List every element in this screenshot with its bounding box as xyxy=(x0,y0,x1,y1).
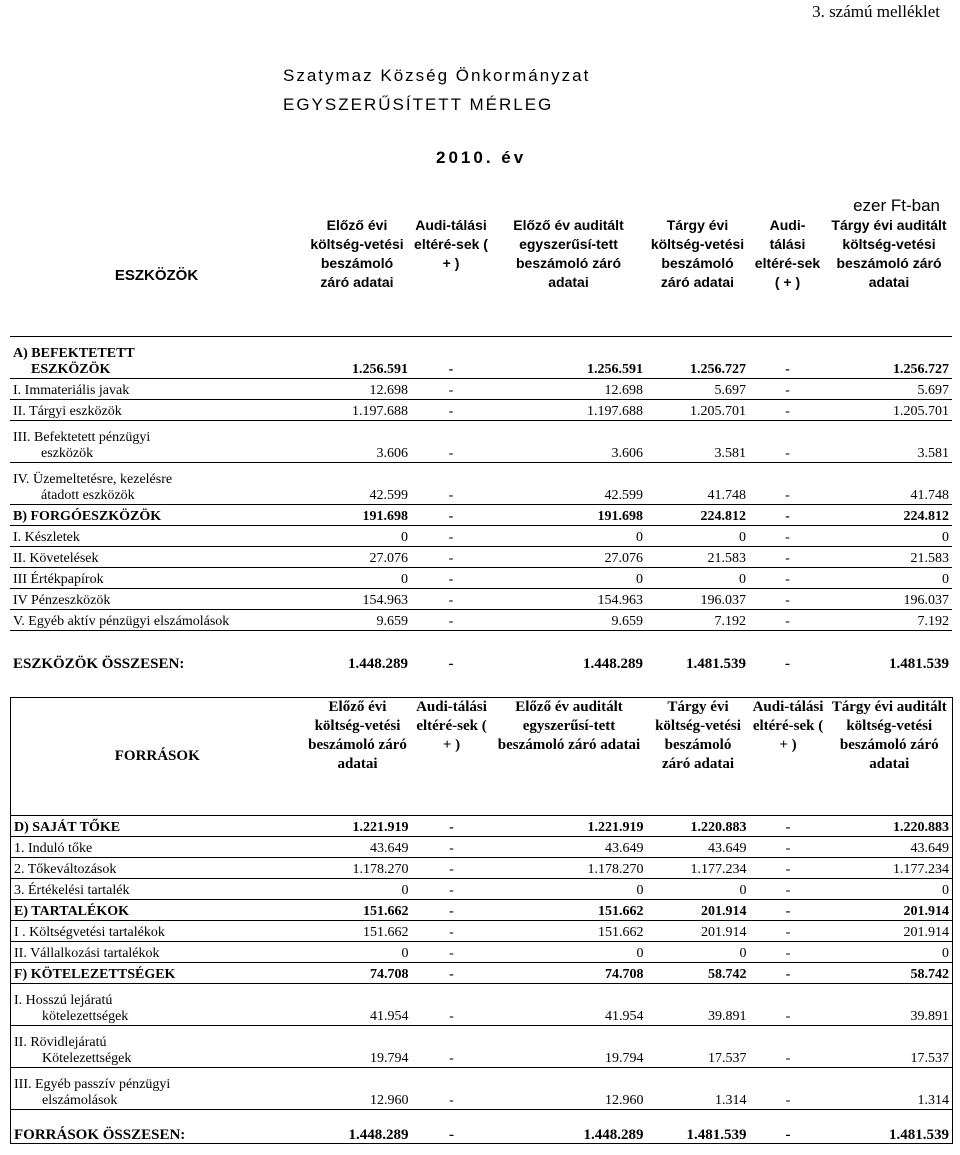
cell-col4: 196.037 xyxy=(700,592,746,608)
unit-label: ezer Ft-ban xyxy=(853,196,940,215)
cell-col1: 191.698 xyxy=(362,508,408,524)
cell-col5: - xyxy=(785,883,791,898)
doc-title: EGYSZERŰSÍTETT MÉRLEG xyxy=(283,95,554,114)
cell-col6: 1.205.701 xyxy=(893,403,949,419)
cell-col1: 0 xyxy=(401,883,409,898)
row-label-line1: II. Rövidlejáratú xyxy=(14,1035,107,1050)
cell-col5: - xyxy=(785,361,790,377)
cell-col5: - xyxy=(785,1051,791,1066)
sources-row xyxy=(11,1026,953,1068)
row-label-line1: A) BEFEKTETETT xyxy=(13,345,135,361)
cell-col4: 21.583 xyxy=(707,550,746,566)
cell-col3: 0 xyxy=(636,529,643,545)
cell-col1: 43.649 xyxy=(370,841,409,856)
row-label-line1: IV. Üzemeltetésre, kezelésre xyxy=(13,471,173,487)
cell-col6: 1.256.727 xyxy=(893,361,949,377)
cell-col6: 196.037 xyxy=(903,592,949,608)
cell-col4: 1.177.234 xyxy=(690,862,747,877)
cell-col4: 1.256.727 xyxy=(690,361,746,377)
cell-col6: 1.177.234 xyxy=(893,862,949,877)
sources-header: FORRÁSOK xyxy=(114,748,200,764)
row-label xyxy=(11,1068,304,1110)
cell-col6: 21.583 xyxy=(910,550,949,566)
cell-col1: 154.963 xyxy=(362,592,408,608)
cell-col4: 0 xyxy=(739,571,746,587)
cell-col2: - xyxy=(449,820,454,835)
cell-col2: - xyxy=(448,592,454,608)
cell-col2: - xyxy=(448,529,454,545)
row-label: I. Immateriális javak xyxy=(13,382,130,398)
cell-col4: 1.205.701 xyxy=(690,403,746,419)
cell-col4: 43.649 xyxy=(708,841,747,856)
cell-col6: 0 xyxy=(942,571,949,587)
cell-col5: - xyxy=(785,946,791,961)
cell-col5: - xyxy=(785,925,791,940)
assets-total-row xyxy=(10,650,952,672)
cell-col4: 201.914 xyxy=(701,904,747,919)
cell-col4: 224.812 xyxy=(700,508,746,524)
cell-col5: - xyxy=(785,382,790,398)
cell-col5: - xyxy=(785,904,791,919)
cell-col2: - xyxy=(448,403,454,419)
row-label: B) FORGÓESZKÖZÖK xyxy=(13,508,162,524)
assets-row xyxy=(10,567,952,588)
row-label-line2: kötelezettségek xyxy=(42,1009,129,1024)
cell-col2: - xyxy=(448,508,454,524)
row-label xyxy=(10,462,303,504)
cell-col5: - xyxy=(785,820,791,835)
row-label-line1: III. Egyéb passzív pénzügyi xyxy=(14,1077,171,1092)
row-label xyxy=(10,420,303,462)
cell-col3: 41.954 xyxy=(605,1009,644,1024)
cell-col1: 0 xyxy=(401,529,408,545)
cell-col3: 1.221.919 xyxy=(587,820,644,835)
cell-col3: 43.649 xyxy=(605,841,644,856)
cell-col1: 0 xyxy=(401,946,409,961)
assets-row xyxy=(10,399,952,420)
cell-col6: 201.914 xyxy=(903,904,949,919)
col-prev-budget: Előző évi költség-vetési beszámoló záró adatai xyxy=(308,699,407,772)
row-label: D) SAJÁT TŐKE xyxy=(14,820,121,835)
cell-col3: 0 xyxy=(636,946,644,961)
cell-col1: 1.221.919 xyxy=(352,820,409,835)
row-label: III Értékpapírok xyxy=(13,571,104,587)
row-label: F) KÖTELEZETTSÉGEK xyxy=(14,967,176,982)
cell-col6: 41.748 xyxy=(910,487,949,503)
cell-col3: 42.599 xyxy=(604,487,643,503)
cell-col6: 3.581 xyxy=(917,445,949,461)
cell-col2: - xyxy=(449,925,454,940)
cell-col5: - xyxy=(785,967,791,982)
sources-row xyxy=(11,900,953,921)
cell-col2: - xyxy=(449,862,454,877)
total-col1: 1.448.289 xyxy=(348,656,408,672)
cell-col1: 9.659 xyxy=(376,613,408,629)
cell-col6: 39.891 xyxy=(910,1009,949,1024)
row-label-line1: III. Befektetett pénzügyi xyxy=(13,429,151,445)
cell-col3: 1.197.688 xyxy=(587,403,643,419)
cell-col1: 1.178.270 xyxy=(352,862,409,877)
cell-col5: - xyxy=(785,508,790,524)
row-label-line2: átadott eszközök xyxy=(41,487,135,503)
cell-col3: 12.698 xyxy=(604,382,643,398)
cell-col2: - xyxy=(449,1009,454,1024)
cell-col1: 12.698 xyxy=(369,382,408,398)
cell-col3: 74.708 xyxy=(605,967,644,982)
col-curr-audited: Tárgy évi auditált költség-vetési beszámoló záró adatai xyxy=(831,217,947,290)
row-label: II. Vállalkozási tartalékok xyxy=(14,946,160,961)
cell-col6: 5.697 xyxy=(917,382,949,398)
cell-col3: 1.178.270 xyxy=(587,862,644,877)
sources-row xyxy=(11,816,953,837)
row-label: II. Követelések xyxy=(13,550,99,566)
cell-col1: 0 xyxy=(401,571,408,587)
cell-col5: - xyxy=(785,550,790,566)
col-prev-audited: Előző év auditált egyszerűsí-tett beszámoló záró adatai xyxy=(513,217,624,290)
cell-col6: 17.537 xyxy=(910,1051,949,1066)
assets-row xyxy=(10,609,952,630)
row-label: IV Pénzeszközök xyxy=(13,592,111,608)
assets-row xyxy=(10,378,952,399)
row-label xyxy=(10,336,303,378)
assets-row xyxy=(10,462,952,504)
cell-col5: - xyxy=(785,1093,791,1108)
cell-col2: - xyxy=(448,571,454,587)
total-label: ESZKÖZÖK ÖSSZESEN: xyxy=(13,656,185,672)
cell-col3: 0 xyxy=(636,571,643,587)
cell-col4: 1.220.883 xyxy=(690,820,747,835)
assets-row xyxy=(10,525,952,546)
cell-col2: - xyxy=(449,904,454,919)
cell-col3: 151.662 xyxy=(598,925,644,940)
assets-row xyxy=(10,336,952,378)
cell-col2: - xyxy=(449,1093,454,1108)
cell-col4: 3.581 xyxy=(714,445,746,461)
cell-col6: 58.742 xyxy=(910,967,949,982)
cell-col1: 1.256.591 xyxy=(352,361,408,377)
cell-col5: - xyxy=(785,529,790,545)
total-col2: - xyxy=(449,1127,454,1143)
cell-col2: - xyxy=(448,361,454,377)
cell-col3: 154.963 xyxy=(597,592,643,608)
col-curr-budget: Tárgy évi költség-vetési beszámoló záró adatai xyxy=(650,217,745,290)
cell-col5: - xyxy=(785,445,790,461)
cell-col2: - xyxy=(449,967,454,982)
sources-row xyxy=(11,984,953,1026)
row-label xyxy=(11,1026,304,1068)
cell-col1: 27.076 xyxy=(369,550,408,566)
sources-row xyxy=(11,1068,953,1110)
cell-col1: 1.197.688 xyxy=(352,403,408,419)
total-col4: 1.481.539 xyxy=(686,1127,747,1143)
total-col3: 1.448.289 xyxy=(583,1127,644,1143)
annex-label: 3. számú melléklet xyxy=(812,2,940,21)
cell-col2: - xyxy=(448,613,454,629)
cell-col2: - xyxy=(449,1051,454,1066)
row-label: E) TARTALÉKOK xyxy=(14,904,130,919)
cell-col5: - xyxy=(785,613,790,629)
cell-col4: 201.914 xyxy=(701,925,747,940)
cell-col4: 1.314 xyxy=(715,1093,747,1108)
row-label-line1: I. Hosszú lejáratú xyxy=(14,993,113,1008)
year-title: 2010. év xyxy=(436,148,527,167)
col-audit-diff-curr: Audi-tálási eltéré-sek ( + ) xyxy=(754,217,821,290)
cell-col5: - xyxy=(785,841,791,856)
cell-col2: - xyxy=(448,382,454,398)
cell-col6: 201.914 xyxy=(903,925,949,940)
col-audit-diff-prev: Audi-tálási eltéré-sek ( + ) xyxy=(414,217,488,271)
cell-col1: 3.606 xyxy=(376,445,408,461)
cell-col3: 0 xyxy=(636,883,644,898)
cell-col4: 41.748 xyxy=(707,487,746,503)
cell-col4: 0 xyxy=(739,946,747,961)
cell-col2: - xyxy=(448,487,454,503)
sources-row xyxy=(11,921,953,942)
spacer-row xyxy=(10,630,952,650)
cell-col3: 19.794 xyxy=(605,1051,644,1066)
row-label-line2: ESZKÖZÖK xyxy=(31,361,111,377)
cell-col3: 191.698 xyxy=(597,508,643,524)
cell-col4: 0 xyxy=(739,883,747,898)
cell-col2: - xyxy=(448,550,454,566)
cell-col5: - xyxy=(785,403,790,419)
row-label-line2: eszközök xyxy=(41,445,94,461)
assets-row xyxy=(10,504,952,525)
cell-col6: 0 xyxy=(942,946,949,961)
cell-col5: - xyxy=(785,1009,791,1024)
col-prev-budget: Előző évi költség-vetési beszámoló záró adatai xyxy=(310,217,404,290)
cell-col4: 39.891 xyxy=(708,1009,747,1024)
cell-col2: - xyxy=(449,841,454,856)
cell-col6: 0 xyxy=(942,529,949,545)
row-label-line2: Kötelezettségek xyxy=(42,1051,132,1066)
total-col4: 1.481.539 xyxy=(686,656,746,672)
cell-col1: 12.960 xyxy=(370,1093,409,1108)
cell-col4: 5.697 xyxy=(714,382,746,398)
org-title: Szatymaz Község Önkormányzat xyxy=(283,66,591,85)
total-col3: 1.448.289 xyxy=(583,656,643,672)
sources-row xyxy=(11,858,953,879)
cell-col3: 27.076 xyxy=(604,550,643,566)
cell-col1: 74.708 xyxy=(370,967,409,982)
cell-col6: 43.649 xyxy=(910,841,949,856)
cell-col5: - xyxy=(785,571,790,587)
total-col2: - xyxy=(448,656,454,672)
cell-col5: - xyxy=(785,487,790,503)
cell-col4: 0 xyxy=(739,529,746,545)
cell-col3: 12.960 xyxy=(605,1093,644,1108)
total-col6: 1.481.539 xyxy=(889,656,949,672)
cell-col2: - xyxy=(449,883,454,898)
cell-col3: 1.256.591 xyxy=(587,361,643,377)
col-curr-budget: Tárgy évi költség-vetési beszámoló záró adatai xyxy=(655,699,741,772)
row-label xyxy=(11,984,304,1026)
cell-col2: - xyxy=(449,946,454,961)
sources-row xyxy=(11,879,953,900)
assets-row xyxy=(10,546,952,567)
total-col5: - xyxy=(785,1127,791,1143)
col-audit-diff-prev: Audi-tálási eltéré-sek ( + ) xyxy=(416,699,487,753)
assets-table xyxy=(10,216,952,672)
cell-col2: - xyxy=(448,445,454,461)
sources-row xyxy=(11,942,953,963)
assets-header: ESZKÖZÖK xyxy=(114,267,199,285)
cell-col4: 17.537 xyxy=(708,1051,747,1066)
row-label: 1. Induló tőke xyxy=(14,841,93,856)
total-label: FORRÁSOK ÖSSZESEN: xyxy=(14,1127,186,1143)
sources-row xyxy=(11,837,953,858)
cell-col4: 58.742 xyxy=(708,967,747,982)
cell-col1: 19.794 xyxy=(370,1051,409,1066)
row-label: 2. Tőkeváltozások xyxy=(14,862,117,877)
cell-col6: 1.314 xyxy=(917,1093,949,1108)
cell-col6: 224.812 xyxy=(903,508,949,524)
row-label: II. Tárgyi eszközök xyxy=(13,403,122,419)
cell-col6: 1.220.883 xyxy=(893,820,949,835)
cell-col3: 9.659 xyxy=(611,613,643,629)
total-col5: - xyxy=(785,656,790,672)
total-col6: 1.481.539 xyxy=(889,1127,949,1143)
sources-total-row xyxy=(11,1122,953,1144)
cell-col1: 42.599 xyxy=(369,487,408,503)
cell-col1: 151.662 xyxy=(363,925,409,940)
cell-col6: 7.192 xyxy=(917,613,949,629)
cell-col1: 151.662 xyxy=(363,904,409,919)
col-audit-diff-curr: Audi-tálási eltéré-sek ( + ) xyxy=(752,699,824,753)
sources-table xyxy=(10,697,953,1144)
cell-col6: 0 xyxy=(942,883,949,898)
row-label: I . Költségvetési tartalékok xyxy=(14,925,165,940)
cell-col5: - xyxy=(785,862,791,877)
cell-col1: 41.954 xyxy=(370,1009,409,1024)
cell-col4: 7.192 xyxy=(714,613,746,629)
row-label: V. Egyéb aktív pénzügyi elszámolások xyxy=(13,613,230,629)
cell-col3: 151.662 xyxy=(598,904,644,919)
assets-row xyxy=(10,588,952,609)
col-prev-audited: Előző év auditált egyszerűsí-tett beszámoló záró adatai xyxy=(497,699,641,753)
row-label-line2: elszámolások xyxy=(42,1093,118,1108)
row-label: I. Készletek xyxy=(13,529,80,545)
sources-row xyxy=(11,963,953,984)
row-label: 3. Értékelési tartalék xyxy=(14,883,130,898)
spacer-row xyxy=(11,1110,953,1122)
cell-col5: - xyxy=(785,592,790,608)
cell-col3: 3.606 xyxy=(611,445,643,461)
total-col1: 1.448.289 xyxy=(348,1127,409,1143)
col-curr-audited: Tárgy évi auditált költség-vetési beszámoló záró adatai xyxy=(831,699,947,772)
assets-row xyxy=(10,420,952,462)
